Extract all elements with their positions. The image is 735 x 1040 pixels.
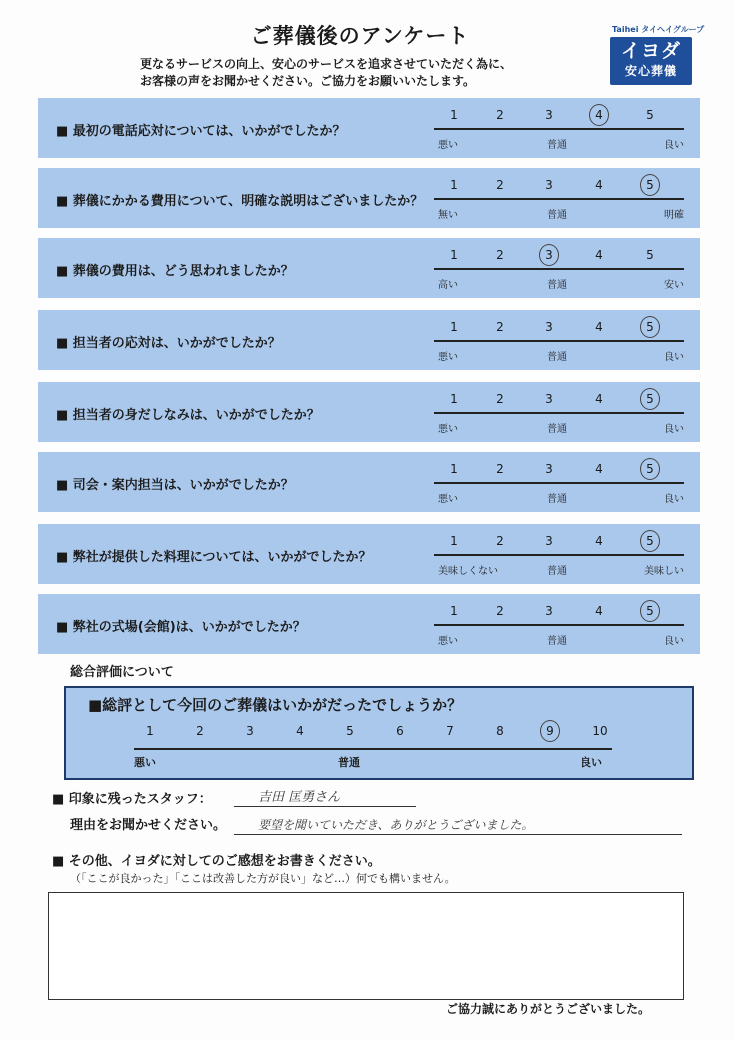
scale-mid-label: 普通	[547, 352, 567, 363]
rating-option-3[interactable]: 3	[545, 534, 553, 548]
scale-high-label: 良い	[664, 352, 684, 363]
staff-underline	[234, 806, 416, 807]
rating-option-1[interactable]: 1	[450, 604, 458, 618]
reason-label: 理由をお聞かせください。	[70, 818, 227, 833]
overall-high-label: 良い	[580, 756, 602, 769]
overall-section-title: 総合評価について	[70, 665, 174, 680]
rating-option-2[interactable]: 2	[496, 604, 504, 618]
rating-option-2[interactable]: 2	[496, 248, 504, 262]
rating-option-4[interactable]: 4	[595, 108, 603, 122]
question-text: ■ 司会・案内担当は、いかがでしたか？	[56, 478, 294, 493]
scale-low-label: 美味しくない	[438, 566, 498, 577]
question-text: ■ 担当者の応対は、いかがでしたか？	[56, 336, 281, 351]
scale-high-label: 美味しい	[644, 566, 684, 577]
question-box	[38, 310, 700, 370]
rating-option-1[interactable]: 1	[450, 178, 458, 192]
logo-group-name: Taihei タイヘイグループ	[612, 25, 705, 34]
scale-mid-label: 普通	[547, 140, 567, 151]
overall-option-8[interactable]: 8	[496, 724, 504, 738]
overall-scale-line	[134, 748, 612, 750]
scale-mid-label: 普通	[547, 424, 567, 435]
rating-option-3[interactable]: 3	[545, 392, 553, 406]
intro-text	[140, 56, 512, 90]
reason-field[interactable]: 要望を聞いていただき、ありがとうございました。	[258, 818, 534, 832]
overall-rating-box	[64, 686, 694, 780]
footer-thanks: ご協力誠にありがとうございました。	[446, 1002, 651, 1016]
scale-line	[434, 268, 684, 270]
overall-option-5[interactable]: 5	[346, 724, 354, 738]
selected-answer-circle	[640, 316, 660, 338]
rating-option-4[interactable]: 4	[595, 392, 603, 406]
scale-low-label: 無い	[438, 210, 458, 221]
overall-option-4[interactable]: 4	[296, 724, 304, 738]
overall-option-7[interactable]: 7	[446, 724, 454, 738]
rating-option-1[interactable]: 1	[450, 248, 458, 262]
rating-option-5[interactable]: 5	[646, 178, 654, 192]
rating-option-1[interactable]: 1	[450, 320, 458, 334]
scale-mid-label: 普通	[547, 280, 567, 291]
scale-line	[434, 340, 684, 342]
question-box	[38, 238, 700, 298]
rating-option-5[interactable]: 5	[646, 248, 654, 262]
question-text: ■ 最初の電話応対については、いかがでしたか？	[56, 124, 346, 139]
overall-option-1[interactable]: 1	[146, 724, 154, 738]
intro-line-1: 更なるサービスの向上、安心のサービスを追求させていただく為に、	[140, 57, 513, 71]
scale-low-label: 悪い	[438, 494, 458, 505]
scale-low-label: 悪い	[438, 140, 458, 151]
scale-low-label: 悪い	[438, 352, 458, 363]
overall-option-10[interactable]: 10	[592, 724, 608, 738]
rating-option-5[interactable]: 5	[646, 320, 654, 334]
rating-option-2[interactable]: 2	[496, 534, 504, 548]
question-text: ■ 弊社の式場(会館)は、いかがでしたか？	[56, 620, 306, 635]
overall-option-6[interactable]: 6	[396, 724, 404, 738]
selected-answer-circle	[640, 174, 660, 196]
selected-answer-circle	[640, 530, 660, 552]
intro-line-2: お客様の声をお聞かせください。ご協力をお願いいたします。	[140, 74, 476, 88]
rating-option-3[interactable]: 3	[545, 108, 553, 122]
question-box	[38, 382, 700, 442]
overall-selected-circle	[540, 720, 560, 742]
question-text: ■ 担当者の身だしなみは、いかがでしたか？	[56, 408, 320, 423]
selected-answer-circle	[640, 600, 660, 622]
scale-mid-label: 普通	[547, 566, 567, 577]
rating-option-2[interactable]: 2	[496, 462, 504, 476]
scale-line	[434, 412, 684, 414]
scale-high-label: 良い	[664, 424, 684, 435]
comments-textarea[interactable]	[48, 892, 684, 1000]
company-logo	[610, 37, 692, 85]
rating-option-1[interactable]: 1	[450, 462, 458, 476]
reason-underline	[234, 834, 682, 835]
rating-option-5[interactable]: 5	[646, 392, 654, 406]
scale-high-label: 良い	[664, 494, 684, 505]
overall-option-9[interactable]: 9	[546, 724, 554, 738]
question-text: ■ 弊社が提供した料理については、いかがでしたか？	[56, 550, 372, 565]
scale-high-label: 良い	[664, 636, 684, 647]
rating-option-2[interactable]: 2	[496, 320, 504, 334]
comments-label: ■ その他、イヨダに対してのご感想をお書きください。	[52, 854, 381, 869]
scale-mid-label: 普通	[547, 210, 567, 221]
overall-option-3[interactable]: 3	[246, 724, 254, 738]
rating-option-2[interactable]: 2	[496, 392, 504, 406]
rating-option-3[interactable]: 3	[545, 604, 553, 618]
rating-option-5[interactable]: 5	[646, 462, 654, 476]
overall-mid-label: 普通	[338, 756, 360, 769]
selected-answer-circle	[539, 244, 559, 266]
overall-option-2[interactable]: 2	[196, 724, 204, 738]
scale-high-label: 良い	[664, 140, 684, 151]
question-box	[38, 168, 700, 228]
rating-option-5[interactable]: 5	[646, 534, 654, 548]
rating-option-5[interactable]: 5	[646, 108, 654, 122]
staff-name-field[interactable]: 吉田 匡勇さん	[258, 790, 341, 805]
comments-hint: （「ここが良かった」「ここは改善した方が良い」など…）何でも構いません。	[70, 872, 456, 885]
question-box	[38, 452, 700, 512]
rating-option-4[interactable]: 4	[595, 178, 603, 192]
question-text: ■ 葬儀にかかる費用について、明確な説明はございましたか？	[56, 194, 424, 209]
scale-low-label: 悪い	[438, 424, 458, 435]
rating-option-4[interactable]: 4	[595, 534, 603, 548]
logo-tagline: 安心葬儀	[624, 64, 677, 78]
rating-option-5[interactable]: 5	[646, 604, 654, 618]
scale-low-label: 高い	[438, 280, 458, 291]
scale-mid-label: 普通	[547, 636, 567, 647]
rating-option-4[interactable]: 4	[595, 248, 603, 262]
logo-name: イヨダ	[620, 40, 681, 62]
scale-line	[434, 482, 684, 484]
selected-answer-circle	[640, 458, 660, 480]
scale-line	[434, 198, 684, 200]
question-box	[38, 98, 700, 158]
rating-option-3[interactable]: 3	[545, 178, 553, 192]
rating-option-4[interactable]: 4	[595, 462, 603, 476]
rating-option-1[interactable]: 1	[450, 108, 458, 122]
question-text: ■ 葬儀の費用は、どう思われましたか？	[56, 264, 294, 279]
question-box	[38, 594, 700, 654]
rating-option-1[interactable]: 1	[450, 392, 458, 406]
rating-option-3[interactable]: 3	[545, 320, 553, 334]
scale-high-label: 明確	[664, 210, 684, 221]
rating-option-3[interactable]: 3	[545, 248, 553, 262]
rating-option-1[interactable]: 1	[450, 534, 458, 548]
rating-option-3[interactable]: 3	[545, 462, 553, 476]
overall-question: ■総評として今回のご葬儀はいかがだったでしょうか？	[88, 696, 463, 714]
rating-option-4[interactable]: 4	[595, 604, 603, 618]
selected-answer-circle	[640, 388, 660, 410]
scale-line	[434, 624, 684, 626]
scale-mid-label: 普通	[547, 494, 567, 505]
rating-option-4[interactable]: 4	[595, 320, 603, 334]
scale-low-label: 悪い	[438, 636, 458, 647]
scale-line	[434, 128, 684, 130]
selected-answer-circle	[589, 104, 609, 126]
staff-label: ■ 印象に残ったスタッフ：	[52, 792, 212, 807]
rating-option-2[interactable]: 2	[496, 178, 504, 192]
overall-low-label: 悪い	[134, 756, 156, 769]
question-box	[38, 524, 700, 584]
scale-high-label: 安い	[664, 280, 684, 291]
rating-option-2[interactable]: 2	[496, 108, 504, 122]
page-title: ご葬儀後のアンケート	[250, 24, 470, 48]
scale-line	[434, 554, 684, 556]
